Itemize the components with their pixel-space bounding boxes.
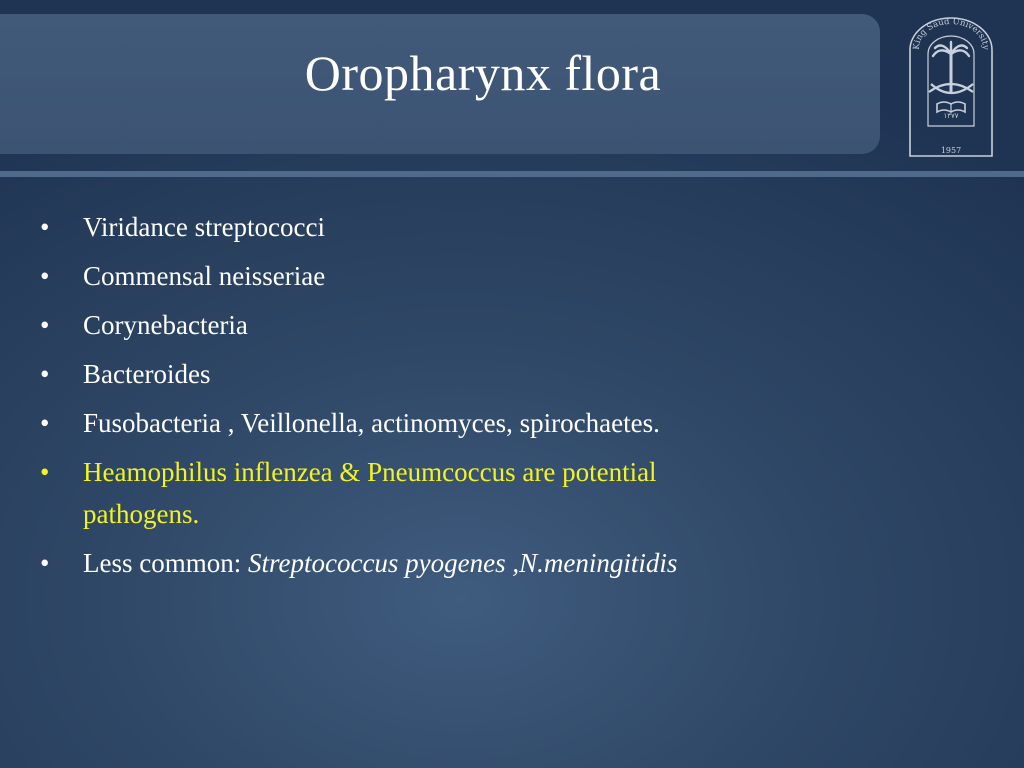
bullet-icon: • <box>40 457 50 487</box>
list-item-text-line2: pathogens. <box>83 499 200 529</box>
bullet-icon: • <box>40 310 50 340</box>
list-item-text-line1: Heamophilus inflenzea & Pneumcoccus are potential <box>83 457 657 487</box>
list-item-text: Viridance streptococci <box>83 212 326 242</box>
list-item-prefix: Less common: <box>83 548 248 578</box>
list-item <box>40 304 1000 346</box>
bullet-icon: • <box>40 408 50 438</box>
list-item <box>40 542 1000 584</box>
bullet-list <box>40 206 1000 591</box>
list-item-highlighted <box>40 451 1000 535</box>
list-item <box>40 206 1000 248</box>
list-item <box>40 255 1000 297</box>
list-item-text: Commensal neisseriae <box>83 261 326 291</box>
university-seal-icon <box>893 14 1010 164</box>
list-item <box>40 353 1000 395</box>
bullet-icon: • <box>40 548 50 578</box>
bullet-icon: • <box>40 359 50 389</box>
list-item-text: Bacteroides <box>83 359 211 389</box>
list-item-italic: Streptococcus pyogenes ,N.meningitidis <box>247 548 678 578</box>
seal-text: King Saud University <box>911 16 991 51</box>
slide-title: Oropharynx flora <box>304 45 662 101</box>
list-item <box>40 402 1000 444</box>
seal-hijri-year: ١٣٧٧ <box>943 112 959 120</box>
bullet-icon: • <box>40 261 50 291</box>
seal-year: 1957 <box>940 146 962 155</box>
list-item-text: Corynebacteria <box>83 310 248 340</box>
title-divider <box>0 171 1024 177</box>
bullet-icon: • <box>40 212 50 242</box>
list-item-text: Fusobacteria , Veillonella, actinomyces, spirochaetes. <box>83 408 660 438</box>
